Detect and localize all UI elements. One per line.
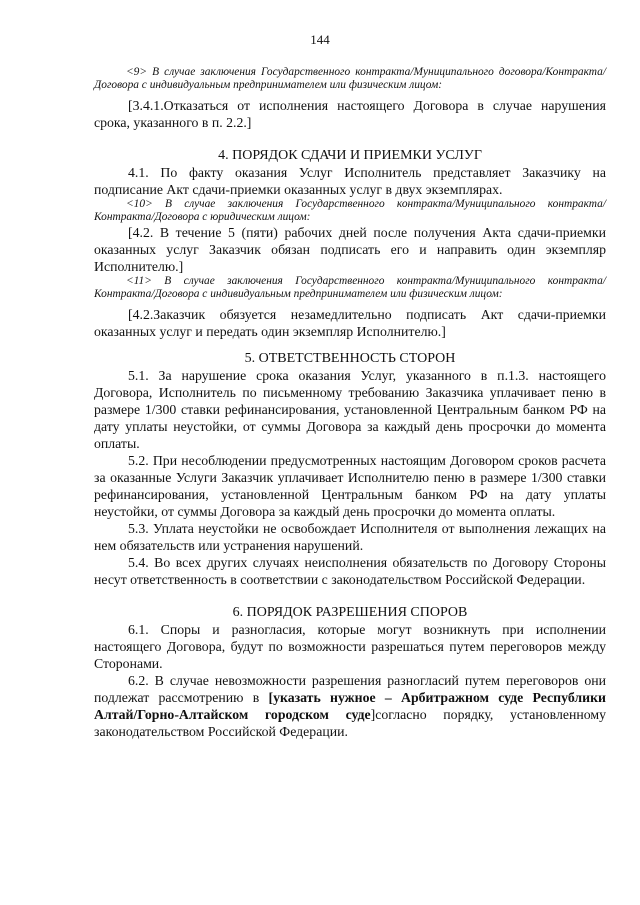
document-content [94, 66, 606, 740]
footnote-11: <11> В случае заключения Государственного контракта/Муниципального контракта/Контракта/Договора с индивидуальным предпринимателем или физическим лицом: [94, 275, 606, 300]
clause-3-4-1: [3.4.1.Отказаться от исполнения настоящего Договора в случае нарушения срока, указанного в п. 2.2.] [94, 98, 606, 130]
section-4-title: 4. ПОРЯДОК СДАЧИ И ПРИЕМКИ УСЛУГ [218, 148, 482, 163]
clause-5-3: 5.3. Уплата неустойки не освобождает Исполнителя от выполнения лежащих на нем обязательств или устранения нарушений. [94, 521, 606, 553]
clause-5-4: 5.4. Во всех других случаях неисполнения обязательств по Договору Стороны несут ответственность в соответствии с законодательством Российской Федерации. [94, 555, 606, 587]
page-number: 144 [310, 32, 330, 47]
clause-5-2: 5.2. При несоблюдении предусмотренных настоящим Договором сроков расчета за оказанные Услуги Заказчик уплачивает Исполнителю пеню в размере 1/300 ставки рефинансирования, установленной Центральным банком РФ на дату уплаты неустойки, от суммы Договора за каждый день просрочки до момента оплаты. [94, 453, 606, 519]
footnote-10: <10> В случае заключения Государственного контракта/Муниципального контракта/Контракта/Договора с юридическим лицом: [94, 198, 606, 223]
clause-5-1: 5.1. За нарушение срока оказания Услуг, указанного в п.1.3. настоящего Договора, Исполнитель по письменному требованию Заказчика уплачивает пеню в размере 1/300 ставки рефинансирования, установленной Центральным банком РФ на дату уплаты неустойки, от суммы Договора за каждый день просрочки до момента оплаты. [94, 368, 606, 451]
footnote-9: <9> В случае заключения Государственного контракта/Муниципального договора/Контракта/Договора с индивидуальным предпринимателем или физическим лицом: [94, 66, 606, 91]
clause-4-1: 4.1. По факту оказания Услуг Исполнитель представляет Заказчику на подписание Акт сдачи-приемки оказанных услуг в двух экземплярах. [94, 165, 606, 197]
clause-6-2-court-choice: [указать нужное – Арбитражном суде Республики Алтай/Горно-Алтайском городском суде [94, 690, 606, 722]
clause-4-2-legal-entity: [4.2. В течение 5 (пяти) рабочих дней после получения Акта сдачи-приемки оказанных услуг Заказчик обязан подписать его и направить один экземпляр Исполнителю.] [94, 225, 606, 274]
clause-6-2-start: 6.2. В случае невозможности разрешения разногласий путем переговоров они подлежат рассмотрению в [94, 673, 606, 705]
clause-4-2-individual: [4.2.Заказчик обязуется незамедлительно подписать Акт сдачи-приемки оказанных услуг и передать один экземпляр Исполнителю.] [94, 307, 606, 339]
section-6-title: 6. ПОРЯДОК РАЗРЕШЕНИЯ СПОРОВ [232, 605, 468, 620]
clause-6-1: 6.1. Споры и разногласия, которые могут возникнуть при исполнении настоящего Договора, будут по возможности разрешаться путем переговоров между Сторонами. [94, 622, 606, 671]
section-5-title: 5. ОТВЕТСТВЕННОСТЬ СТОРОН [244, 351, 456, 366]
clause-6-2-end: ]согласно порядку, установленному законодательством Российской Федерации. [94, 707, 606, 739]
clause-6-2 [94, 672, 606, 740]
